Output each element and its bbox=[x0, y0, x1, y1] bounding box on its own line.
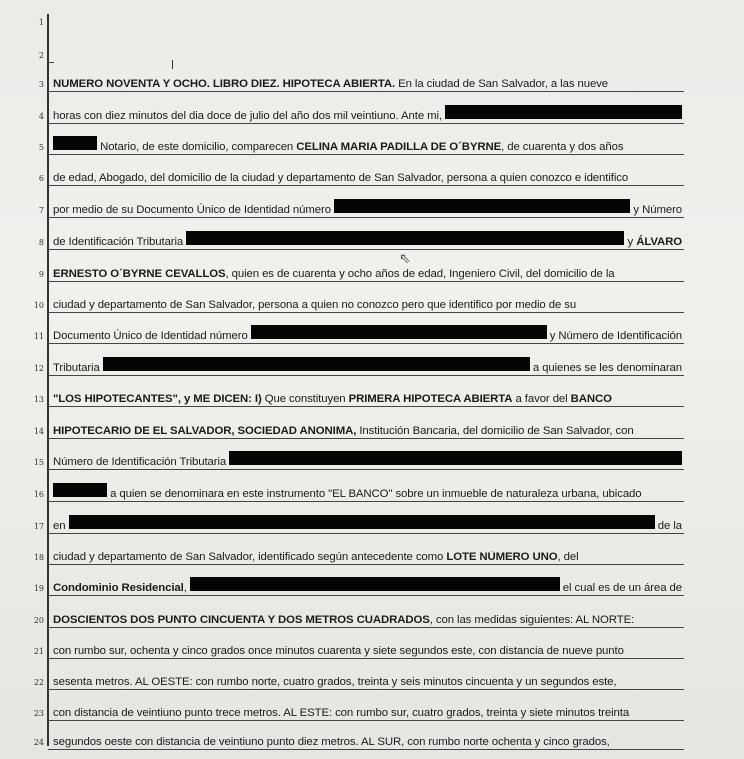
line-text bbox=[53, 325, 682, 342]
redaction-block bbox=[186, 231, 624, 245]
line-rule bbox=[48, 720, 684, 721]
line-number: 13 bbox=[33, 395, 44, 404]
line-6 bbox=[0, 158, 744, 189]
redaction-block bbox=[445, 105, 682, 119]
line-rule bbox=[48, 469, 684, 470]
line-number: 18 bbox=[33, 553, 44, 562]
line-number: 19 bbox=[33, 584, 44, 593]
text-run: de edad, Abogado, del domicilio de la ciudad y departamento de San Salvador, persona a quien conozco e identifico bbox=[53, 172, 629, 184]
line-number: 9 bbox=[38, 270, 44, 279]
line-number: 23 bbox=[33, 709, 44, 718]
line-text bbox=[53, 676, 682, 688]
line-text bbox=[53, 136, 682, 153]
line-number: 10 bbox=[33, 301, 44, 310]
line-rule bbox=[48, 343, 684, 344]
line-19 bbox=[0, 568, 744, 599]
line-rule bbox=[48, 689, 684, 690]
line-rule bbox=[48, 375, 684, 376]
line-text bbox=[53, 451, 682, 468]
text-run: a quienes se les denominaran bbox=[529, 362, 682, 374]
text-run: Documento Único de Identidad número bbox=[53, 330, 251, 342]
line-rule bbox=[48, 595, 684, 596]
line-number: 11 bbox=[33, 332, 44, 341]
line-number: 5 bbox=[38, 143, 44, 152]
line-text bbox=[53, 551, 682, 563]
redaction-block bbox=[69, 515, 655, 529]
text-run: segundos oeste con distancia de veintiuno punto diez metros. AL SUR, con rumbo norte ochenta y cinco grados, bbox=[53, 736, 610, 748]
line-number: 4 bbox=[38, 112, 44, 121]
mouse-cursor-icon: ⇖ bbox=[399, 250, 411, 266]
line-1 bbox=[0, 2, 744, 33]
line-5 bbox=[0, 127, 744, 158]
line-rule bbox=[48, 154, 684, 155]
line-rule bbox=[48, 749, 684, 750]
line-text bbox=[53, 268, 682, 280]
deed-title: NUMERO NOVENTA Y OCHO. LIBRO DIEZ. HIPOTECA ABIERTA. bbox=[53, 78, 396, 90]
line-13 bbox=[0, 379, 744, 410]
line-4 bbox=[0, 96, 744, 127]
text-run: , quien es de cuarenta y ocho años de edad, Ingeniero Civil, del domicilio de la bbox=[225, 268, 615, 280]
text-run: PRIMERA HIPOTECA ABIERTA bbox=[348, 393, 513, 405]
line-text bbox=[53, 357, 682, 374]
text-run: en bbox=[53, 520, 69, 532]
line-rule bbox=[48, 62, 54, 63]
line-rule bbox=[48, 564, 684, 565]
redaction-block bbox=[229, 451, 682, 465]
text-run: y bbox=[624, 236, 637, 248]
text-run: BANCO bbox=[570, 393, 612, 405]
line-text bbox=[53, 172, 682, 184]
redaction-block bbox=[53, 136, 97, 150]
line-number: 12 bbox=[33, 364, 44, 373]
line-text bbox=[53, 393, 682, 405]
line-number: 21 bbox=[33, 647, 44, 656]
text-run: Que constituyen bbox=[261, 393, 349, 405]
text-run: de la bbox=[654, 520, 682, 532]
line-7 bbox=[0, 190, 744, 221]
text-run: a favor del bbox=[512, 393, 571, 405]
line-number: 24 bbox=[33, 738, 44, 747]
redaction-block bbox=[103, 357, 530, 371]
line-number: 8 bbox=[38, 238, 44, 247]
redaction-block bbox=[190, 577, 560, 591]
text-run: con rumbo sur, ochenta y cinco grados once minutos cuarenta y siete segundos este, con distancia de nueve punto bbox=[53, 645, 624, 657]
line-text bbox=[53, 78, 682, 90]
line-12 bbox=[0, 348, 744, 379]
line-text bbox=[53, 736, 682, 748]
redaction-block bbox=[334, 199, 630, 213]
line-text bbox=[53, 577, 682, 594]
text-run: de Identificación Tributaria bbox=[53, 236, 187, 248]
line-9 bbox=[0, 254, 744, 285]
line-16 bbox=[0, 474, 744, 505]
line-rule bbox=[48, 249, 684, 250]
line-20 bbox=[0, 600, 744, 631]
line-rule bbox=[48, 185, 684, 186]
line-number: 17 bbox=[33, 522, 44, 531]
line-number: 20 bbox=[33, 616, 44, 625]
line-23 bbox=[0, 693, 744, 724]
party-name: ERNESTO O´BYRNE CEVALLOS bbox=[53, 268, 226, 280]
line-number: 1 bbox=[38, 18, 44, 27]
line-number: 22 bbox=[33, 678, 44, 687]
line-rule bbox=[48, 501, 684, 502]
line-21 bbox=[0, 631, 744, 662]
line-18 bbox=[0, 537, 744, 568]
line-number: 2 bbox=[38, 51, 44, 60]
line-14 bbox=[0, 411, 744, 442]
redaction-block bbox=[251, 325, 547, 339]
redaction-block bbox=[53, 483, 107, 497]
lot-name: LOTE NÚMERO UNO bbox=[446, 551, 558, 563]
line-number: 16 bbox=[33, 490, 44, 499]
text-run: Número de Identificación Tributaria bbox=[53, 456, 230, 468]
line-15 bbox=[0, 442, 744, 473]
line-rule bbox=[48, 312, 684, 313]
line-text bbox=[53, 299, 682, 311]
text-run: con distancia de veintiuno punto trece metros. AL ESTE: con rumbo sur, cuatro grados, treinta y siete minutos treinta bbox=[53, 707, 630, 719]
line-text bbox=[53, 707, 682, 719]
line-2 bbox=[0, 35, 744, 66]
line-rule bbox=[48, 217, 684, 218]
line-11 bbox=[0, 316, 744, 347]
line-rule bbox=[48, 533, 684, 534]
text-run: el cual es de un área de bbox=[559, 582, 682, 594]
line-text bbox=[53, 614, 682, 626]
line-rule bbox=[48, 627, 684, 628]
line-rule bbox=[48, 123, 684, 124]
text-run: horas con diez minutos del dia doce de julio del año dos mil veintiuno. Ante mi, bbox=[53, 110, 446, 122]
bank-name: HIPOTECARIO DE EL SALVADOR, SOCIEDAD ANONIMA, bbox=[53, 425, 357, 437]
line-8 bbox=[0, 222, 744, 253]
area-text: DOSCIENTOS DOS PUNTO CINCUENTA Y DOS METROS CUADRADOS bbox=[53, 614, 430, 626]
text-run: ciudad y departamento de San Salvador, persona a quien no conozco pero que identifico por medio de su bbox=[53, 299, 577, 311]
line-rule bbox=[48, 281, 684, 282]
line-text bbox=[53, 231, 682, 248]
line-rule bbox=[48, 406, 684, 407]
line-rule bbox=[48, 91, 684, 92]
line-17 bbox=[0, 506, 744, 537]
text-run: Condominio Residencial bbox=[53, 582, 184, 594]
line-number: 3 bbox=[38, 80, 44, 89]
line-number: 6 bbox=[38, 174, 44, 183]
text-run: , de cuarenta y dos años bbox=[501, 141, 624, 153]
text-run: , con las medidas siguientes: AL NORTE: bbox=[429, 614, 635, 626]
line-10 bbox=[0, 285, 744, 316]
line-22 bbox=[0, 662, 744, 693]
text-run: sesenta metros. AL OESTE: con rumbo norte, cuatro grados, treinta y seis minutos cincuenta y un segundos este, bbox=[53, 676, 617, 688]
text-run: Institución Bancaria, del domicilio de San Salvador, con bbox=[356, 425, 634, 437]
line-number: 14 bbox=[33, 427, 44, 436]
line-24 bbox=[0, 722, 744, 753]
line-text bbox=[53, 515, 682, 532]
text-run: y Número de Identificación bbox=[546, 330, 682, 342]
text-run: , del bbox=[557, 551, 579, 563]
party-name: CELINA MARIA PADILLA DE O´BYRNE bbox=[296, 141, 502, 153]
line-text bbox=[53, 199, 682, 216]
text-run: En la ciudad de San Salvador, a las nueve bbox=[395, 78, 609, 90]
text-run: Tributaria bbox=[53, 362, 103, 374]
line-rule bbox=[48, 438, 684, 439]
line-3 bbox=[0, 64, 744, 95]
line-number: 7 bbox=[38, 206, 44, 215]
line-text bbox=[53, 645, 682, 657]
text-run: ciudad y departamento de San Salvador, identificado según antecedente como bbox=[53, 551, 447, 563]
party-name: ÁLVARO bbox=[636, 236, 682, 248]
line-rule bbox=[48, 658, 684, 659]
line-text bbox=[53, 483, 682, 500]
text-run: y Número bbox=[630, 204, 682, 216]
text-run: por medio de su Documento Único de Identidad número bbox=[53, 204, 335, 216]
text-run: Notario, de este domicilio, comparecen bbox=[97, 141, 297, 153]
line-text bbox=[53, 105, 682, 122]
text-run: a quien se denominara en este instrumento "EL BANCO" sobre un inmueble de naturaleza urbana, ubicado bbox=[107, 488, 642, 500]
text-run: , bbox=[183, 582, 190, 594]
line-text bbox=[53, 425, 682, 437]
line-number: 15 bbox=[33, 458, 44, 467]
text-run: "LOS HIPOTECANTES", y ME DICEN: I) bbox=[53, 393, 262, 405]
